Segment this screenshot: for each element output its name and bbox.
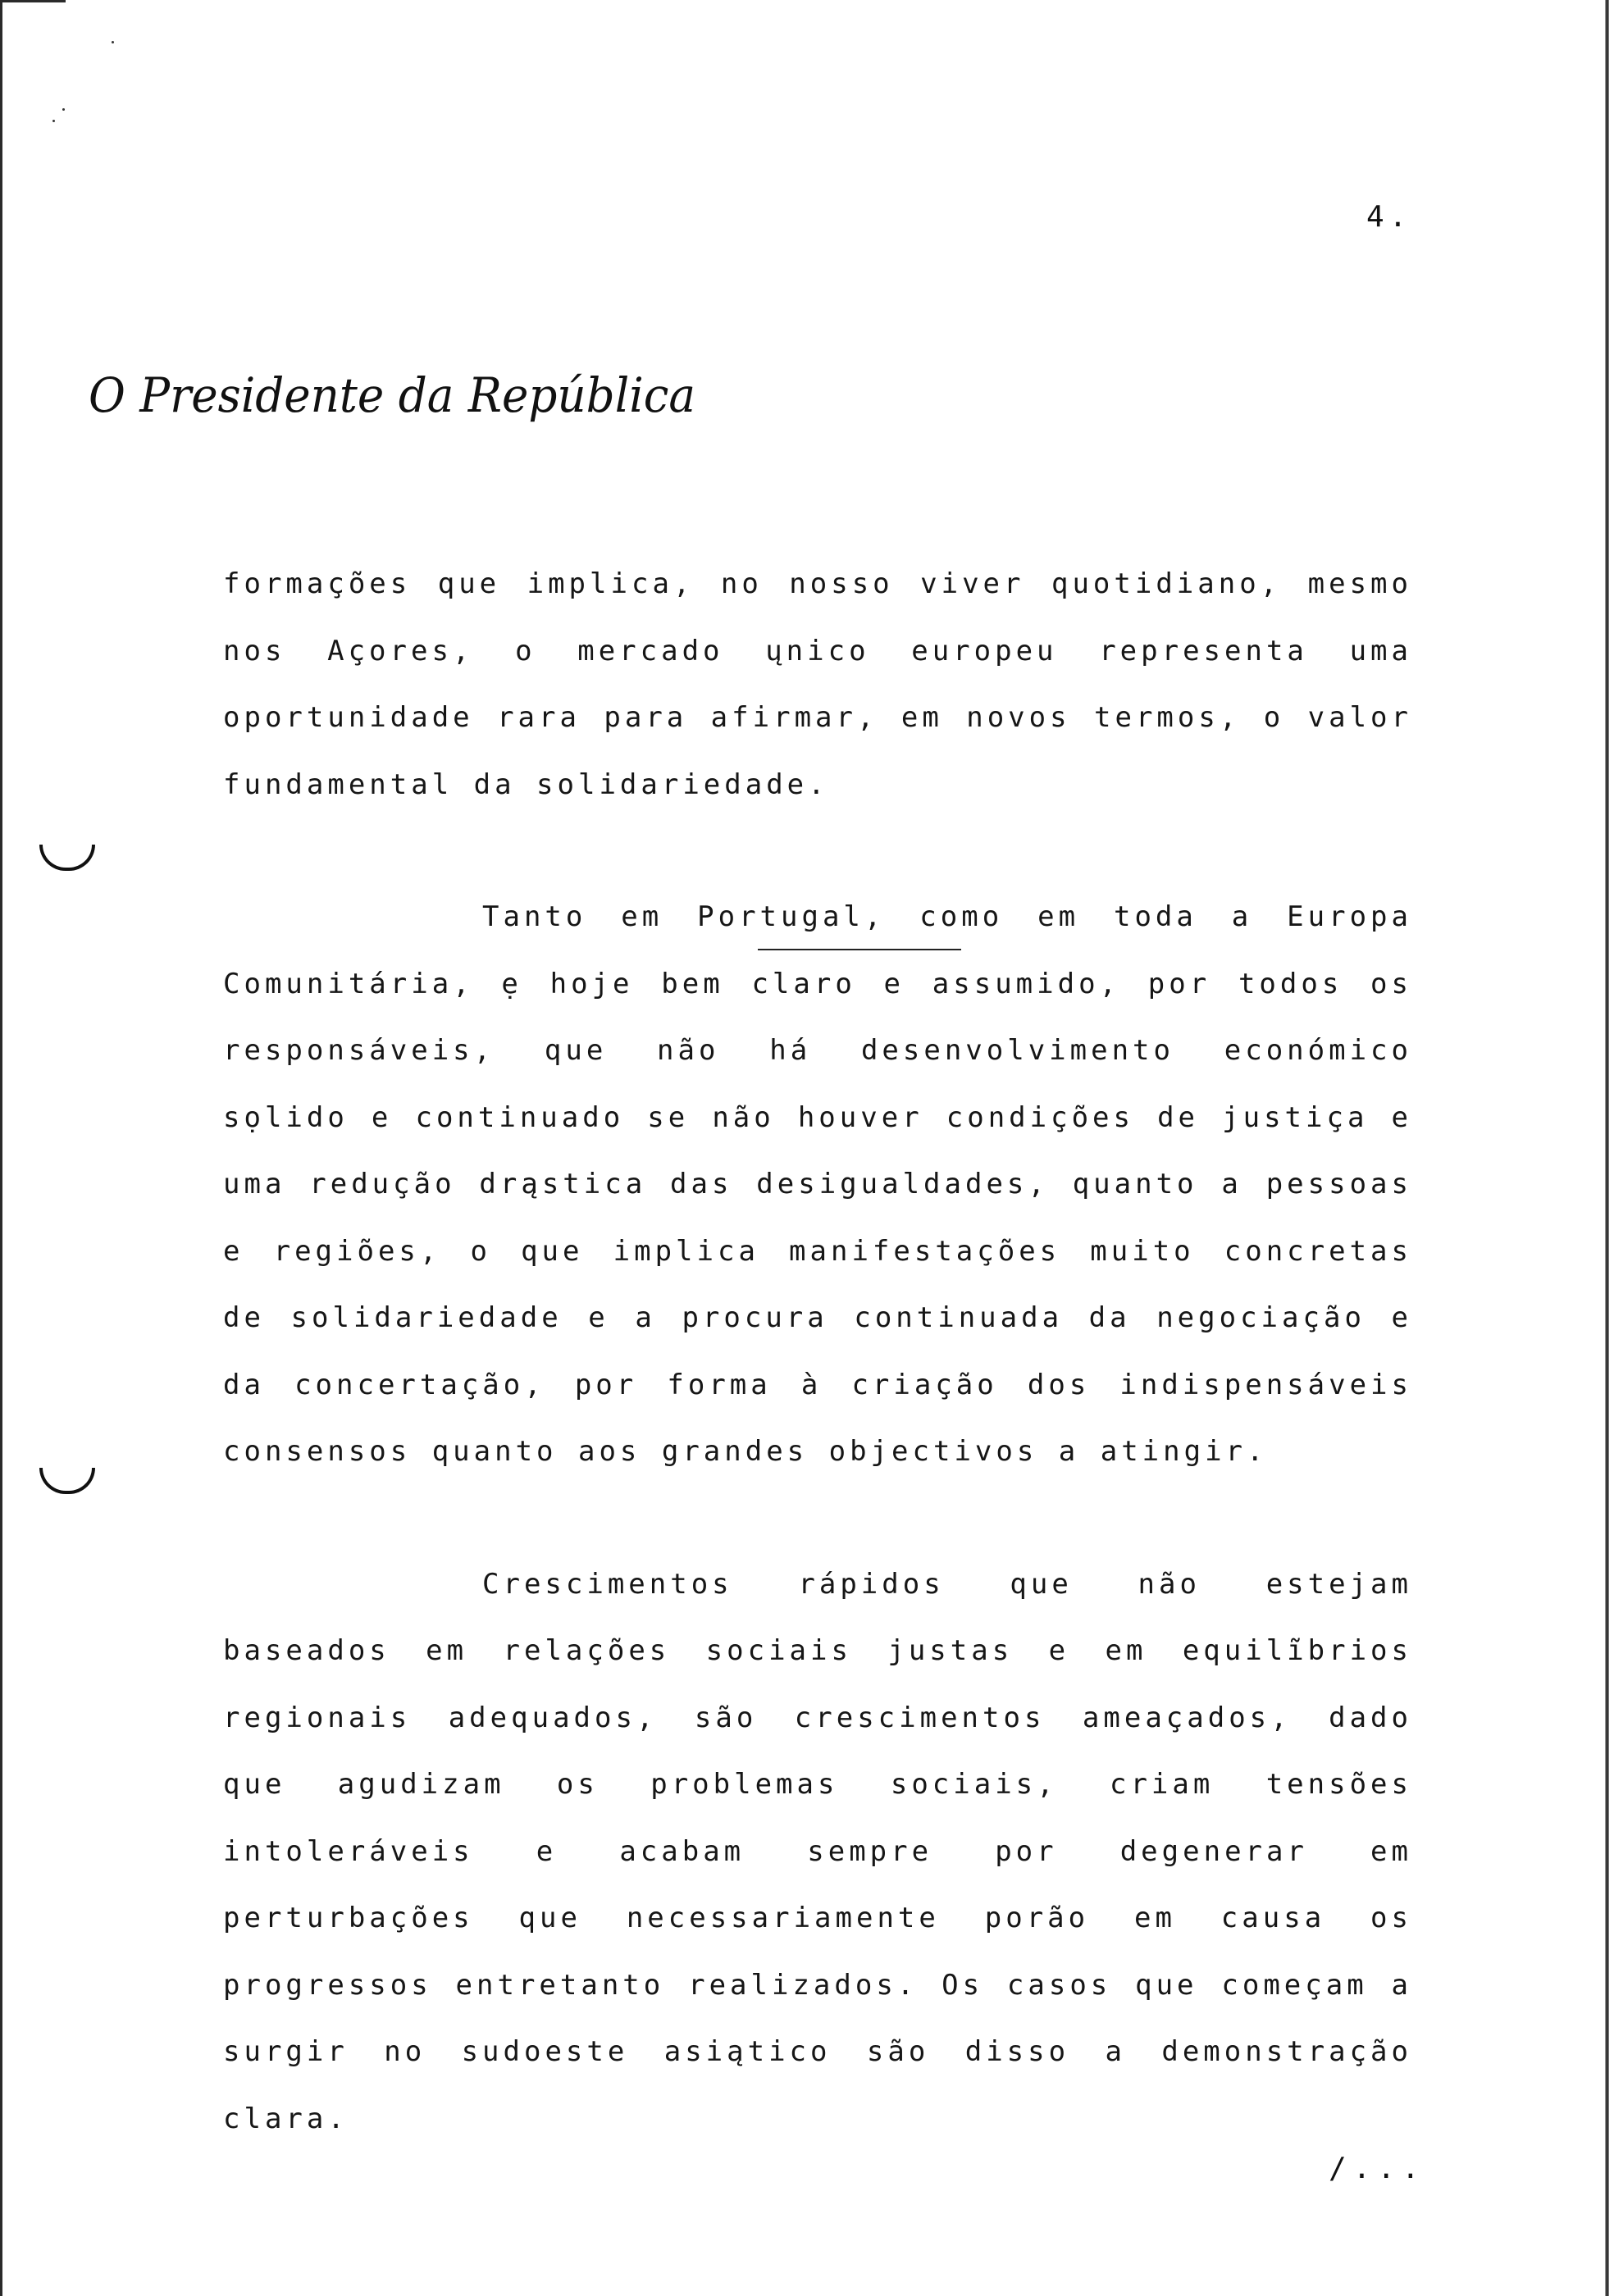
letterhead — [82, 353, 705, 435]
strike-mark — [758, 949, 961, 950]
margin-mark — [39, 1468, 95, 1494]
paragraph-2: Tanto em Portugal, como em toda a Europa Comunitária, ẹ hoje bem claro e assumido, por todos os responsáveis, que não há desenvolvimento económico sọlido e continuado se não houver condições de justiça e uma redução drąstica das desigualdades, quanto a pessoas e regiões, o que implica manifestações muito concretas de solidariedade e a procura continuada da negociação e da concertação, por forma à criação dos indispensáveis consensos quanto aos grandes objectivos a atingir. — [223, 900, 1412, 1468]
paragraph-1: formações que implica, no nosso viver quotidiano, mesmo nos Açores, o mercado ųnico europeu representa uma oportunidade rara para afirmar, em novos termos, o valor fundamental da solidariedade. — [223, 567, 1412, 801]
continuation-mark: /... — [1329, 2152, 1426, 2185]
letterhead-text: O Presidente da República — [89, 367, 695, 423]
scan-speck — [112, 41, 114, 43]
letterhead-script — [82, 353, 705, 435]
letter-body — [223, 551, 1412, 2152]
scan-edge-right — [1605, 0, 1609, 2296]
scan-edge-left — [0, 0, 2, 2296]
margin-mark — [39, 845, 95, 871]
paragraph-3: Crescimentos rápidos que não estejam baseados em relações sociais justas e em equilĩbrios regionais adequados, são crescimentos ameaçados, dado que agudizam os problemas sociais, criam tensões intoleráveis e acabam sempre por degenerar em perturbações que necessariamente porão em causa os progressos entretanto realizados. Os casos que começam a surgir no sudoeste asiątico são disso a demonstração clara. — [223, 1567, 1412, 2135]
scan-speck — [62, 108, 65, 111]
scan-edge-top — [0, 0, 66, 2]
page-number: 4. — [1366, 200, 1412, 234]
scan-speck — [52, 120, 55, 122]
